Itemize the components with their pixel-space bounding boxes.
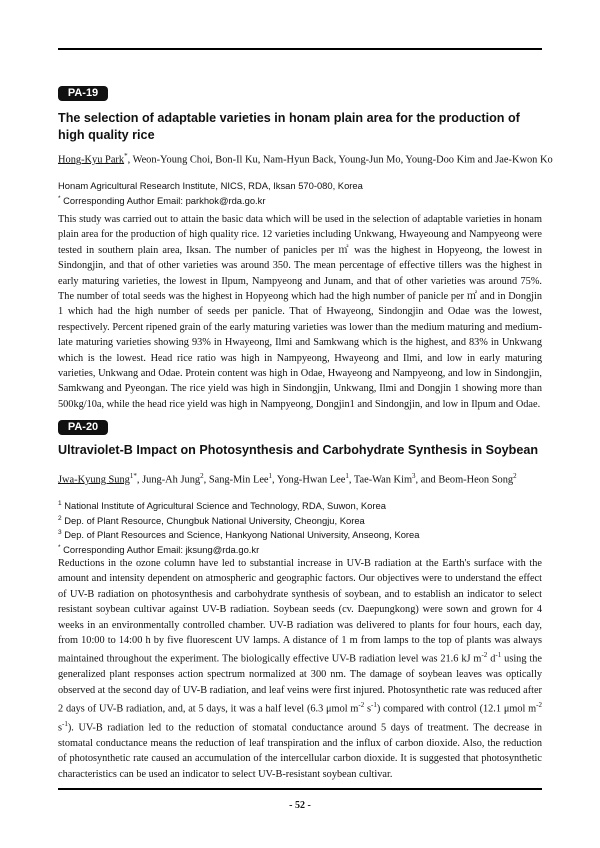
abstract-code-badge: PA-19 — [58, 86, 108, 101]
bottom-rule — [58, 788, 542, 790]
abstract-body: This study was carried out to attain the basic data which will be used in the selection of adaptable varieties in honam plain area for the production of high quality rice. 12 varieties including Unkwang, Hwayeoung and Nampyeong were tested in southern plain area, Iksan. The number of panicles per ㎡ was the highest in Hopyeong, the lowest in Sindongjin, and that of other varieties was around 350. The mean percentage of effective tillers was the highest in early maturing varieties, the lowest in Ilpum, Nampyeong and Junam, and that of other varieties was around 75%. The number of total seeds was the highest in Hopyeong which had the high number of panicle per ㎡ and in Dongjin 1 which had the high number of seeds per panicle. That of Hwayeong, Sindongjin and Odae was the lowest, respectively. Percent ripened grain of the early maturing varieties was lower than the medium maturing and medium-late maturing varieties showing 93% in Hwayeong, Ilmi and Samkwang which is the highest, and 83% in Unkwang which is the lowest. Head rice ratio was high in Nampyeong, Hwayeong and Ilmi, and low in early maturing varieties, Unkwang and Odae. Protein content was high in Odae, Hwayeong and Nampyeong, and low in Sindongjin, Samkwang and Pyeongan. The rice yield was high in Sindongjin, Unkwang, Ilmi and Dongjin 1 showing more than 500kg/10a, while the head rice yield was high in Nampyeong, Dongjin1 and Sindongjin, and low in Ilpum and Odae. — [58, 214, 542, 410]
author-list — [58, 152, 553, 166]
affiliation-line: $^2$ Dep. of Plant Resource, Chungbuk National University, Cheongju, Korea — [58, 514, 365, 526]
presenting-author: Hong-Kyu Park — [58, 154, 125, 166]
coauthors: , Weon-Young Choi, Bon-Il Ku, Nam-Hyun Back, Young-Jun Mo, Young-Doo Kim and Jae-Kwon Ko — [127, 154, 553, 166]
page-number: - 52 - — [289, 800, 311, 811]
affiliation-line: Honam Agricultural Research Institute, NICS, RDA, Iksan 570-080, Korea — [58, 180, 363, 192]
affiliation-line: $^3$ Dep. of Plant Resources and Science, Hankyong National University, Anseong, Korea — [58, 529, 420, 541]
corresponding-author: * Corresponding Author Email: jksung@rda.go.kr — [58, 543, 260, 555]
abstract-code-badge: PA-20 — [58, 420, 108, 435]
abstract-body: Reductions in the ozone column have led to substantial increase in UV-B radiation at the Earth's surface with the amount and intensity dependent on atmospheric and geographic factors. Our objectives were to understand the effect of UV-B radiation on photosynthesis and carbohydrate synthesis of soybean, and to establish an indicator to select resistant soybean cultivar against UV-B radiation. Soybean seeds (cv. Daepungkong) were sown and grown for 4 weeks in an environmentally controlled chamber. UV-B radiation was delivered to plants for four hours, each day, from 10:00 to 14:00 h by five fluorescent UV lamps. A distance of 1 m from lamps to the top of plants was always maintained throughout the experiment. The biologically effective UV-B radiation level was 21.6 kJ $m^{-2}$ $d^{-1}$ using the generalized plant responses action spectrum normalized at 300 nm. The damage of soybean leaves was optically observed at the second day of UV-B radiation, and leaf veins were first injured. Photosynthetic rate was reduced after 2 days of UV-B radiation, and, at 5 days, it was a half level (6.3 μmol $m^{-2}$ $s^{-1}$) compared with control (12.1 μmol $m^{-2}$ $s^{-1}$). UV-B radiation led to the reduction of stomatal conductance around 5 days of treatment. The decrease in stomatal conductance means the reduction of leaf transpiration and the influx of carbon dioxide. Also, the reduction of photosynthetic rate caused an accumulation of the intercellular carbon dioxide. It is suggested that photosynthetic characteristics can be used an indicator to select UV-B-resistant soybean cultivar. — [58, 558, 543, 780]
affiliation-line: $^1$ National Institute of Agricultural Science and Technology, RDA, Suwon, Korea — [58, 500, 386, 512]
author-name: Tae-Wan Kim — [353, 474, 413, 486]
author-list: Jwa-Kyung Sung$^{1*}$, Jung-Ah Jung$^2$, Sang-Min Lee$^1$, Yong-Hwan Lee$^1$, Tae-Wan Kim$^3$, and Beom-Heon Song$^2$ — [58, 472, 517, 486]
presenting-author: Jwa-Kyung Sung — [58, 474, 130, 486]
author-name: Jung-Ah Jung — [142, 474, 201, 486]
author-name: Beom-Heon Song — [438, 474, 514, 486]
abstract-title: Ultraviolet-B Impact on Photosynthesis and Carbohydrate Synthesis in Soybean — [58, 443, 539, 457]
affiliations — [58, 498, 548, 557]
author-mark: * — [124, 152, 128, 160]
author-name: Sang-Min Lee — [208, 474, 269, 486]
affiliations — [58, 178, 548, 207]
corresponding-author: * Corresponding Author Email: parkhok@rda.go.kr — [58, 194, 266, 206]
top-rule — [58, 48, 542, 50]
author-name: Yong-Hwan Lee — [276, 474, 346, 486]
abstract-title: The selection of adaptable varieties in honam plain area for the production of high quality rice — [58, 111, 520, 142]
